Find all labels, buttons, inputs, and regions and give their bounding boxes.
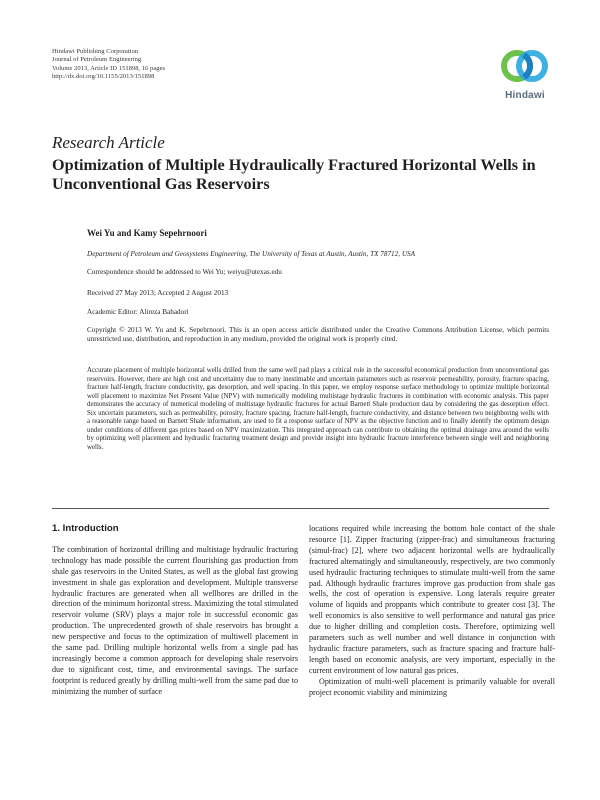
hindawi-logo-icon [496,44,554,88]
received-accepted-dates: Received 27 May 2013; Accepted 2 August 2013 [87,289,229,297]
correspondence: Correspondence should be addressed to Wei Yu; weiyu@utexas.edu [87,268,282,276]
logo-wordmark: Hindawi [505,90,545,101]
copyright-notice: Copyright © 2013 W. Yu and K. Sepehrnoori. This is an open access article distributed under the Creative Commons Attribution License, which permits unrestricted use, distribution, and reproduction in any medium, provided the original work is properly cited. [87,326,549,344]
left-column [52,524,298,698]
abstract: Accurate placement of multiple horizontal wells drilled from the same well pad plays a critical role in the successful economical production from unconventional gas reservoirs. However, there are high cost and uncertainty due to many inestimable and uncertain parameters such as reservoir permeability, porosity, fracture spacing, fracture half-length, fracture conductivity, gas desorption, and well spacing. In this paper, we employ response surface methodology to optimize multiple horizontal well placement to maximize Net Present Value (NPV) with numerically modeling multistage hydraulic fractures in combination with economic analysis. This paper demonstrates the accuracy of numerical modeling of multistage hydraulic fractures for actual Barnett Shale production data by considering the gas desorption effect. Six uncertain parameters, such as permeability, porosity, fracture spacing, fracture half-length, fracture conductivity, and distance between two neighboring wells with a reasonable range based on Barnett Shale information, are used to fit a response surface of NPV as the objective function and to finally identify the optimum design under conditions of different gas prices based on NPV maximization. This integrated approach can contribute to obtaining the optimal drainage area around the wells by optimizing well placement and hydraulic fracturing treatment design and provide insight into hydraulic fracture interference between single well and neighboring wells. [87,367,549,451]
hindawi-logo [496,44,554,106]
authors: Wei Yu and Kamy Sepehrnoori [87,228,207,238]
section-divider [52,508,549,509]
volume-info: Volume 2013, Article ID 151898, 16 pages [52,64,166,72]
journal-name: Journal of Petroleum Engineering [52,56,142,64]
article-type: Research Article [52,133,165,152]
section-heading-introduction: 1. Introduction [52,523,119,534]
academic-editor: Academic Editor: Alireza Bahadori [87,308,189,316]
body-paragraph: The combination of horizontal drilling and multistage hydraulic fracturing technology has made possible the current flourishing gas production from shale gas reservoirs in the United States, as well as the global fast growing investment in shale gas exploration and development. Multiple transverse hydraulic fractures are generated when all wellbores are drilled in the direction of the minimum horizontal stress. Maximizing the total stimulated reservoir volume (SRV) plays a major role in successful economic gas production. The unprecedented growth of shale reservoirs has brought a new perspective and focus to the optimization of multiwell placement in the same pad. Drilling multiple horizontal wells from a single pad has increasingly become a common approach for developing shale reservoirs due to significant cost, time, and environmental savings. The surface footprint is reduced greatly by drilling multi-well from the same pad due to minimizing the number of surface [52,544,298,696]
journal-header [52,48,165,82]
doi-link[interactable]: http://dx.doi.org/10.1155/2013/151898 [52,73,155,81]
publisher-name: Hindawi Publishing Corporation [52,48,139,55]
article-title: Optimization of Multiple Hydraulically Fractured Horizontal Wells in Unconventional Gas Reservoirs [52,156,536,193]
body-paragraph: locations required while increasing the bottom hole contact of the shale resource [1]. Zipper fracturing (zipper-frac) and simultaneous fracturing (simul-frac) [2], where two adjacent horizontal wells are hydraulically fractured alternatingly and simultaneously, respectively, are two commonly used hydraulic fracturing techniques to stimulate multi-well from the same pad. Although hydraulic fractures improve gas production from shale gas wells, the cost of operation is expensive. Long laterals require greater volume of liquids and proppants which contribute to greater cost [3]. The well economics is also sensitive to well performance and natural gas price due to higher drilling and completion costs. Therefore, optimizing well parameters such as well number and well distance in conjunction with hydraulic fracture parameters, such as fracture spacing and fracture half-length based on economic analysis, are very important, especially in the current environment of low natural gas prices. [309,524,555,675]
right-column [309,524,555,699]
affiliation: Department of Petroleum and Geosystems Engineering, The University of Texas at Austin, Austin, TX 78712, USA [87,250,416,258]
body-paragraph: Optimization of multi-well placement is primarily valuable for overall project economic viability and minimizing [309,676,555,697]
